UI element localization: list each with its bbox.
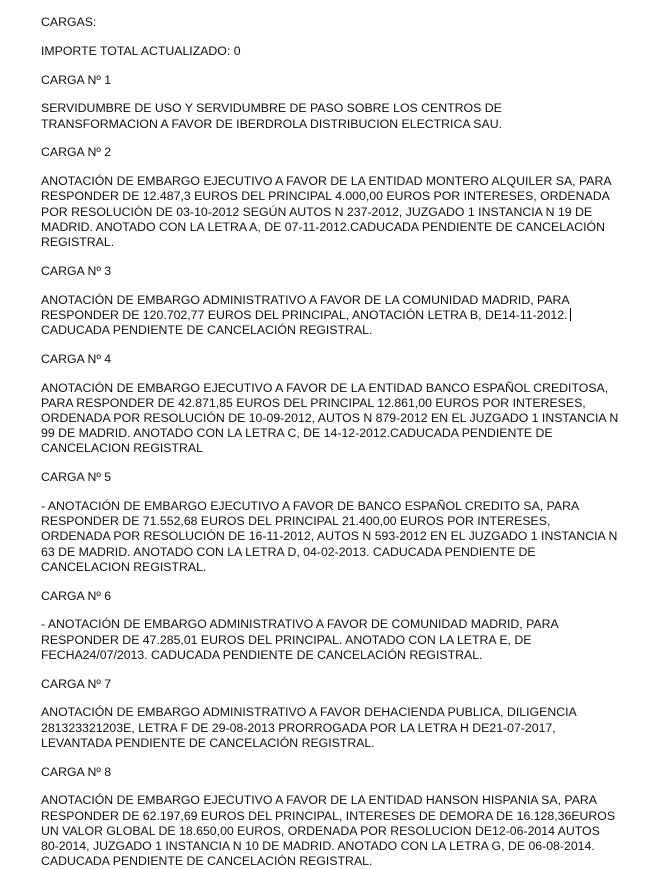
carga-4-line: CANCELACION REGISTRAL xyxy=(41,441,203,456)
carga-4-line: 99 DE MADRID. ANOTADO CON LA LETRA C, DE 14-12-2012.CADUCADA PENDIENTE DE xyxy=(41,426,553,441)
carga-2-title: CARGA Nº 2 xyxy=(41,145,112,160)
carga-5-line: RESPONDER DE 71.552,68 EUROS DEL PRINCIPAL 21.400,00 EUROS POR INTERESES, xyxy=(41,514,551,529)
carga-2-line: REGISTRAL. xyxy=(41,235,115,249)
carga-2-line: MADRID. ANOTADO CON LA LETRA A, DE 07-11-2012.CADUCADA PENDIENTE DE CANCELACIÓN xyxy=(41,219,605,234)
carga-2-line: RESPONDER DE 12.487,3 EUROS DEL PRINCIPAL 4.000,00 EUROS POR INTERESES, ORDENADA xyxy=(41,189,610,204)
carga-5-line: CANCELACION REGISTRAL. xyxy=(41,559,207,574)
carga-2-text xyxy=(41,174,642,250)
carga-8-text xyxy=(41,793,642,869)
carga-3-line-text: RESPONDER DE 120.702,77 EUROS DEL PRINCIPAL, ANOTACIÓN LETRA B, DE14-11-2012. xyxy=(41,307,568,322)
carga-3-title: CARGA Nº 3 xyxy=(41,263,112,278)
carga-7-title: CARGA Nº 7 xyxy=(41,676,112,691)
carga-8-line: CADUCADA PENDIENTE DE CANCELACIÓN REGISTRAL. xyxy=(41,854,373,869)
carga-5-line: 63 DE MADRID. ANOTADO CON LA LETRA D, 04-02-2013. CADUCADA PENDIENTE DE xyxy=(41,544,536,559)
text-cursor xyxy=(570,308,571,321)
carga-8-line: 80-2014, JUZGADO 1 INSTANCIA N 10 DE MADRID. ANOTADO CON LA LETRA G, DE 06-08-2014. xyxy=(41,839,595,854)
cargas-heading: CARGAS: xyxy=(41,15,97,29)
carga-6-line: FECHA24/07/2013. CADUCADA PENDIENTE DE CANCELACIÓN REGISTRAL. xyxy=(41,647,483,662)
carga-5-text xyxy=(41,499,642,575)
carga-4-line: PARA RESPONDER DE 42.871,85 EUROS DEL PRINCIPAL 12.861,00 EUROS POR INTERESES, xyxy=(41,395,586,410)
carga-8-line: UN VALOR GLOBAL DE 18.650,00 EUROS, ORDENADA POR RESOLUCION DE12-06-2014 AUTOS xyxy=(41,823,600,838)
carga-6-text xyxy=(41,617,642,663)
carga-8-line: RESPONDER DE 62.197,69 EUROS DEL PRINCIPAL, INTERESES DE DEMORA DE 16.128,36EUROS xyxy=(41,808,616,823)
carga-6-line: - ANOTACIÓN DE EMBARGO ADMINISTRATIVO A FAVOR DE COMUNIDAD MADRID, PARA xyxy=(41,617,559,632)
carga-8-title: CARGA Nº 8 xyxy=(41,764,112,779)
carga-2-line: ANOTACIÓN DE EMBARGO EJECUTIVO A FAVOR DE LA ENTIDAD MONTERO ALQUILER SA, PARA xyxy=(41,174,612,189)
carga-7-line: ANOTACIÓN DE EMBARGO ADMINISTRATIVO A FAVOR DEHACIENDA PUBLICA, DILIGENCIA xyxy=(41,705,577,720)
carga-5-line: - ANOTACIÓN DE EMBARGO EJECUTIVO A FAVOR DE BANCO ESPAÑOL CREDITO SA, PARA xyxy=(41,499,580,513)
carga-3-line: ANOTACIÓN DE EMBARGO ADMINISTRATIVO A FAVOR DE LA COMUNIDAD MADRID, PARA xyxy=(41,292,570,307)
carga-7-text xyxy=(41,705,642,751)
carga-4-title: CARGA Nº 4 xyxy=(41,351,112,366)
carga-3-text xyxy=(41,293,642,339)
carga-5-line: ORDENADA POR RESOLUCIÓN DE 16-11-2012, AUTOS N 593-2012 EN EL JUZGADO 1 INSTANCIA N xyxy=(41,529,618,544)
carga-4-line: ANOTACIÓN DE EMBARGO EJECUTIVO A FAVOR DE LA ENTIDAD BANCO ESPAÑOL CREDITOSA, xyxy=(41,380,609,395)
carga-1-text xyxy=(41,101,642,131)
carga-3-line-with-cursor[interactable] xyxy=(41,308,642,323)
carga-7-line: LEVANTADA PENDIENTE DE CANCELACIÓN REGISTRAL. xyxy=(41,735,375,750)
carga-4-text xyxy=(41,381,642,457)
carga-8-line: ANOTACIÓN DE EMBARGO EJECUTIVO A FAVOR DE LA ENTIDAD HANSON HISPANIA SA, PARA xyxy=(41,793,597,808)
importe-total-line: IMPORTE TOTAL ACTUALIZADO: 0 xyxy=(41,43,241,58)
carga-2-line: POR RESOLUCIÓN DE 03-10-2012 SEGÚN AUTOS N 237-2012, JUZGADO 1 INSTANCIA N 19 DE xyxy=(41,204,593,219)
carga-6-title: CARGA Nº 6 xyxy=(41,588,112,603)
carga-1-line: TRANSFORMACION A FAVOR DE IBERDROLA DISTRIBUCION ELECTRICA SAU. xyxy=(41,116,502,131)
carga-1-title: CARGA Nº 1 xyxy=(41,72,112,87)
carga-5-title: CARGA Nº 5 xyxy=(41,470,112,485)
carga-1-line: SERVIDUMBRE DE USO Y SERVIDUMBRE DE PASO SOBRE LOS CENTROS DE xyxy=(41,101,502,116)
carga-6-line: RESPONDER DE 47.285,01 EUROS DEL PRINCIPAL. ANOTADO CON LA LETRA E, DE xyxy=(41,632,532,647)
carga-3-line: CADUCADA PENDIENTE DE CANCELACIÓN REGISTRAL. xyxy=(41,323,373,337)
carga-7-line: 281323321203E, LETRA F DE 29-08-2013 PRORROGADA POR LA LETRA H DE21-07-2017, xyxy=(41,720,556,735)
carga-4-line: ORDENADA POR RESOLUCIÓN DE 10-09-2012, AUTOS N 879-2012 EN EL JUZGADO 1 INSTANCIA N xyxy=(41,411,619,425)
